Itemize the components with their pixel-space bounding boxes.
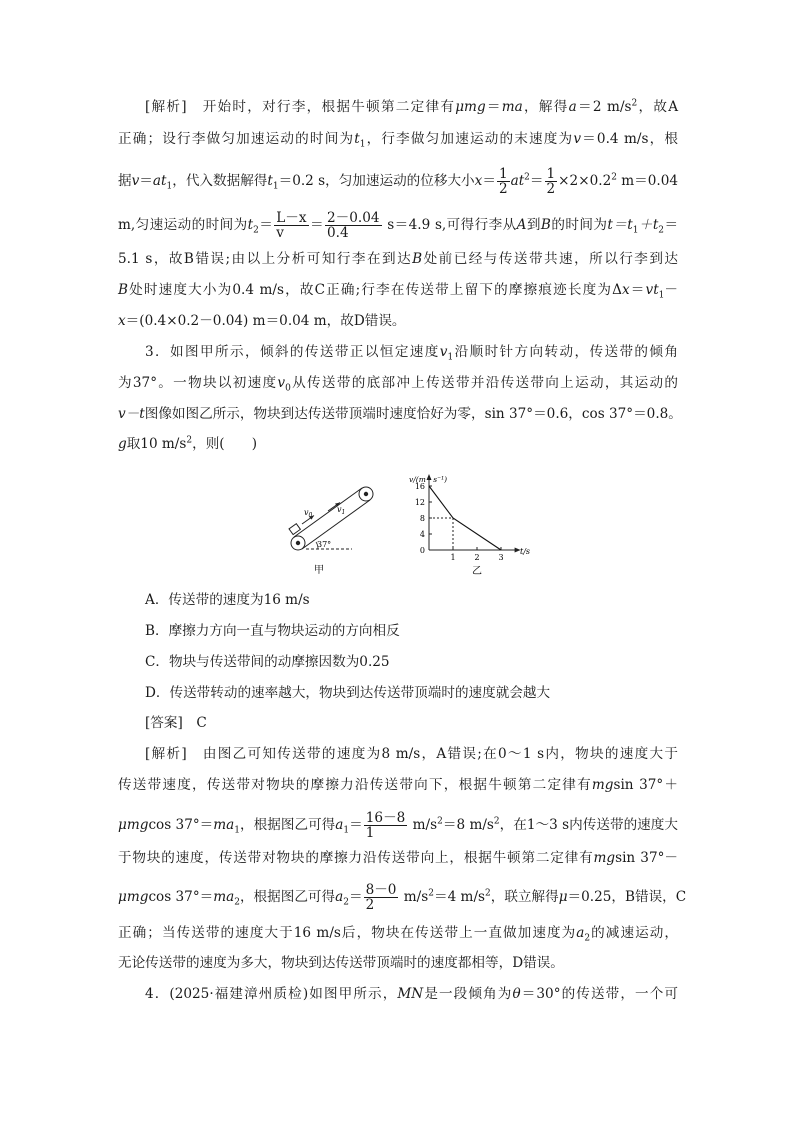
analysis3-line4: 于物块的速度，传送带对物块的摩擦力沿传送带向上，根据牛顿第二定律有mgsin 37°－ xyxy=(118,850,678,866)
block xyxy=(289,524,300,535)
analysis2-line7: x＝(0.4×0.2－0.04) m＝0.04 m，故D错误。 xyxy=(118,313,406,329)
angle-label: 37° xyxy=(317,540,332,549)
q3-line4: g取10 $m/s^2$，则( ) xyxy=(118,435,258,452)
bottom-pulley-axle xyxy=(296,541,300,545)
answer-value: C xyxy=(196,715,207,731)
figure-b-caption: 乙 xyxy=(472,566,482,577)
y-tick-label: 12 xyxy=(414,498,425,507)
x-tick-label: 2 xyxy=(474,553,480,562)
option-d[interactable]: D．传送带转动的速率越大，物块到达传送带顶端时的速度就会越大 xyxy=(145,685,551,701)
y-axis-label: v/(m・s⁻¹) xyxy=(409,475,448,484)
fraction: $\frac{1}{2}$ xyxy=(498,166,508,197)
x-axis-label: t/s xyxy=(520,547,531,556)
y-tick-label: 0 xyxy=(419,546,425,555)
analysis2-line4: m,匀速运动的时间为$t_2=$ $\frac{L-x}{v}$ ＝ $\frac{2-0.04}{0.4}$ s＝4.9 s,可得行李从A到B的时间为$t=t_1+t_2=$ xyxy=(118,210,679,241)
conveyor-diagram xyxy=(280,478,390,580)
analysis2-line3: 据$v=at_1$，代入数据解得$t_1=0.2$ s，匀加速运动的位移大小x＝ $\frac{1}{2}$ $at^2=$ $\frac{1}{2}$ $\times 2\times 0.2^2$ m＝0.04 xyxy=(118,166,679,197)
analysis3-line3: μmgcos $37^\circ=ma_1$，根据图乙可得$a_1=$ $\frac{16-8}{1}$ $m/s^2=8$ $m/s^2$，在1～3 s内传送带的速度大 xyxy=(118,810,678,841)
vt-graph xyxy=(408,470,538,582)
option-c[interactable]: C．物块与传送带间的动摩擦因数为0.25 xyxy=(145,654,390,670)
v0-label: $v_0$ xyxy=(304,508,313,519)
fraction: $\frac{8-0}{2}$ xyxy=(365,882,397,913)
x-tick-label: 3 xyxy=(498,553,504,562)
q3-line3: v－t图像如图乙所示，物块到达传送带顶端时速度恰好为零，sin 37°＝0.6，cos 37°＝0.8。 xyxy=(118,406,682,422)
conveyor-belt xyxy=(293,488,370,549)
analysis2-line1: [解析] 开始时，对行李，根据牛顿第二定律有μmg＝ma，解得a＝2 $m/s^2$，故A xyxy=(145,98,679,115)
figure-a-caption: 甲 xyxy=(314,565,324,576)
analysis2-line5: 5.1 s，故B错误;由以上分析可知行李在到达B处前已经与传送带共速，所以行李到达 xyxy=(118,251,679,267)
fraction: $\frac{2-0.04}{0.4}$ xyxy=(326,210,380,241)
v1-label: $v_1$ xyxy=(337,505,346,516)
option-b[interactable]: B．摩擦力方向一直与物块运动的方向相反 xyxy=(145,623,400,639)
y-tick-label: 8 xyxy=(419,514,425,523)
q4-line1: 4．(2025·福建漳州质检)如图甲所示，MN是一段倾角为θ＝30°的传送带，一个可 xyxy=(145,986,678,1002)
x-tick-label: 1 xyxy=(450,553,456,562)
q3-line1: 3．如图甲所示，倾斜的传送带正以恒定速度$v_1$沿顺时针方向转动，传送带的倾角 xyxy=(145,344,678,363)
analysis2-line6: B处时速度大小为0.4 m/s，故C正确;行李在传送带上留下的摩擦痕迹长度为$\Delta x=vt_1-$ xyxy=(118,282,678,301)
fraction: $\frac{16-8}{1}$ xyxy=(365,810,406,841)
option-a[interactable]: A．传送带的速度为16 m/s xyxy=(145,592,310,608)
analysis3-line1: [解析] 由图乙可知传送带的速度为8 m/s，A错误;在0～1 s内，物块的速度大于 xyxy=(145,746,679,762)
answer-line: [答案] C xyxy=(145,715,207,731)
y-tick-label: 4 xyxy=(419,530,425,539)
analysis3-line5: μmgcos $37^\circ=ma_2$，根据图乙可得$a_2=$ $\frac{8-0}{2}$ $m/s^2=4$ $m/s^2$，联立解得μ＝0.25，B错误，C xyxy=(118,882,687,913)
top-pulley-axle xyxy=(364,492,368,496)
analysis3-line2: 传送带速度，传送带对物块的摩擦力沿传送带向下，根据牛顿第二定律有mgsin 37°＋ xyxy=(118,777,679,793)
analysis3-line7: 无论传送带的速度为多大，物块到达传送带顶端时的速度都相等，D错误。 xyxy=(118,955,564,971)
fraction: $\frac{1}{2}$ xyxy=(546,166,556,197)
fraction: $\frac{L-x}{v}$ xyxy=(276,210,307,241)
q3-line2: 为37°。一物块以初速度$v_0$从传送带的底部冲上传送带并沿传送带向上运动，其运动的 xyxy=(118,375,679,394)
series-line xyxy=(429,486,501,550)
analysis2-line2: 正确；设行李做匀加速运动的时间为$t_1$，行李做匀加速运动的末速度为v＝0.4 m/s，根 xyxy=(118,131,679,150)
analysis3-line6: 正确；当传送带的速度大于16 m/s后，物块在传送带上一直做加速度为$a_2$的减速运动， xyxy=(118,925,678,944)
y-tick-label: 16 xyxy=(414,482,425,491)
